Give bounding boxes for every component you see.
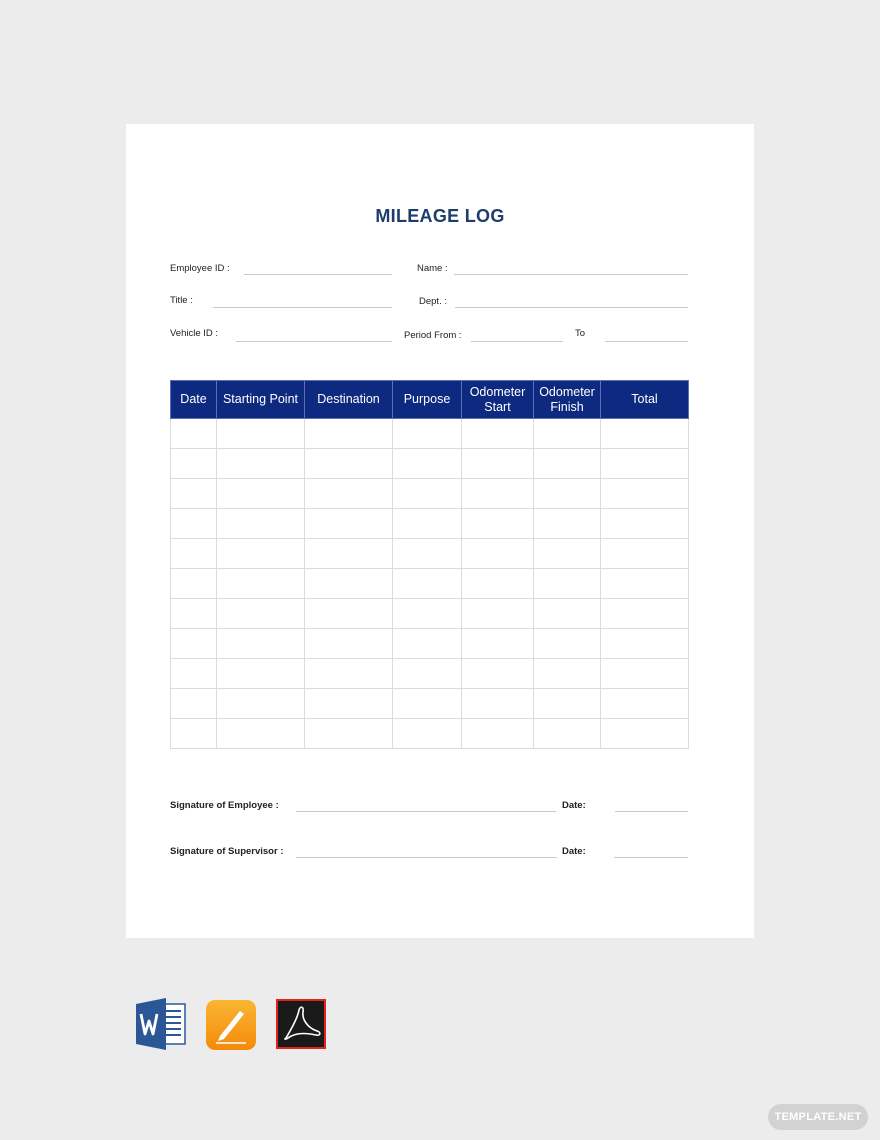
pages-icon[interactable] [206,998,256,1050]
table-cell[interactable] [305,449,393,479]
table-cell[interactable] [393,569,462,599]
table-cell[interactable] [171,539,217,569]
table-cell[interactable] [393,629,462,659]
table-cell[interactable] [393,479,462,509]
table-cell[interactable] [601,689,689,719]
table-cell[interactable] [601,569,689,599]
table-cell[interactable] [305,659,393,689]
column-header-odometer-start: Odometer Start [462,381,534,419]
table-cell[interactable] [534,689,601,719]
table-row [171,629,689,659]
table-row [171,539,689,569]
employee-signature-label: Signature of Employee : [170,800,279,811]
supervisor-date-label: Date: [562,846,586,857]
table-cell[interactable] [305,719,393,749]
table-row [171,479,689,509]
table-cell[interactable] [393,509,462,539]
column-header-purpose: Purpose [393,381,462,419]
table-cell[interactable] [601,599,689,629]
table-cell[interactable] [601,449,689,479]
table-cell[interactable] [305,599,393,629]
table-cell[interactable] [217,419,305,449]
table-cell[interactable] [171,509,217,539]
table-cell[interactable] [217,479,305,509]
table-cell[interactable] [462,569,534,599]
table-cell[interactable] [171,569,217,599]
table-cell[interactable] [393,419,462,449]
table-cell[interactable] [462,689,534,719]
table-cell[interactable] [217,719,305,749]
table-cell[interactable] [171,689,217,719]
table-cell[interactable] [534,479,601,509]
table-cell[interactable] [601,539,689,569]
table-cell[interactable] [534,629,601,659]
table-cell[interactable] [171,629,217,659]
table-row [171,449,689,479]
table-cell[interactable] [462,539,534,569]
period-from-label: Period From : [404,330,462,341]
table-cell[interactable] [601,509,689,539]
name-field[interactable] [454,274,688,275]
table-cell[interactable] [305,539,393,569]
table-cell[interactable] [462,629,534,659]
table-cell[interactable] [305,629,393,659]
table-cell[interactable] [462,599,534,629]
table-cell[interactable] [393,719,462,749]
table-cell[interactable] [462,479,534,509]
table-cell[interactable] [601,659,689,689]
table-cell[interactable] [305,689,393,719]
employee-date-label: Date: [562,800,586,811]
name-label: Name : [417,263,448,274]
supervisor-signature-label: Signature of Supervisor : [170,846,284,857]
table-cell[interactable] [534,539,601,569]
period-from-field[interactable] [471,341,563,342]
template-net-watermark[interactable]: TEMPLATE.NET [768,1104,868,1130]
word-icon[interactable] [136,998,186,1050]
table-cell[interactable] [601,629,689,659]
table-cell[interactable] [217,569,305,599]
table-row [171,719,689,749]
column-header-odometer-finish: Odometer Finish [534,381,601,419]
table-row [171,599,689,629]
document-title: MILEAGE LOG [375,206,505,226]
table-cell[interactable] [534,719,601,749]
mileage-table [170,380,689,749]
table-cell[interactable] [217,599,305,629]
table-cell[interactable] [393,599,462,629]
table-cell[interactable] [462,659,534,689]
table-cell[interactable] [171,449,217,479]
table-cell[interactable] [217,689,305,719]
table-header-row [171,381,689,419]
table-cell[interactable] [534,509,601,539]
employee-signature-field[interactable] [296,811,556,812]
table-cell[interactable] [305,419,393,449]
column-header-starting-point: Starting Point [217,381,305,419]
table-cell[interactable] [393,449,462,479]
to-label: To [575,328,586,339]
title-field[interactable] [213,307,392,308]
table-cell[interactable] [462,419,534,449]
table-cell[interactable] [171,479,217,509]
table-cell[interactable] [305,569,393,599]
column-header-destination: Destination [305,381,393,419]
table-cell[interactable] [462,449,534,479]
vehicle-id-field[interactable] [236,341,392,342]
table-cell[interactable] [534,569,601,599]
table-cell[interactable] [305,509,393,539]
table-cell[interactable] [601,719,689,749]
vehicle-id-label: Vehicle ID : [170,328,219,339]
table-cell[interactable] [393,539,462,569]
table-cell[interactable] [171,719,217,749]
table-cell[interactable] [171,419,217,449]
table-cell[interactable] [462,509,534,539]
table-cell[interactable] [217,539,305,569]
supervisor-signature-field[interactable] [296,857,557,858]
table-cell[interactable] [462,719,534,749]
supervisor-date-field[interactable] [614,857,688,858]
table-cell[interactable] [601,419,689,449]
table-cell[interactable] [393,659,462,689]
table-cell[interactable] [534,599,601,629]
pdf-icon[interactable] [276,998,326,1050]
table-cell[interactable] [534,449,601,479]
dept-label: Dept. : [419,296,447,307]
employee-id-label: Employee ID : [170,263,230,274]
table-cell[interactable] [601,479,689,509]
table-cell[interactable] [171,599,217,629]
column-header-date: Date [171,381,217,419]
table-cell[interactable] [217,659,305,689]
table-cell[interactable] [534,659,601,689]
table-row [171,509,689,539]
table-cell[interactable] [534,419,601,449]
table-row [171,659,689,689]
table-cell[interactable] [217,509,305,539]
period-to-field[interactable] [605,341,688,342]
dept-field[interactable] [455,307,688,308]
document-page [126,124,754,938]
table-cell[interactable] [171,659,217,689]
table-row [171,569,689,599]
employee-id-field[interactable] [244,274,392,275]
table-body [171,419,689,749]
table-cell[interactable] [217,449,305,479]
table-row [171,419,689,449]
title-label: Title : [170,295,193,306]
table-cell[interactable] [393,689,462,719]
employee-date-field[interactable] [615,811,688,812]
table-cell[interactable] [217,629,305,659]
column-header-total: Total [601,381,689,419]
table-cell[interactable] [305,479,393,509]
table-row [171,689,689,719]
